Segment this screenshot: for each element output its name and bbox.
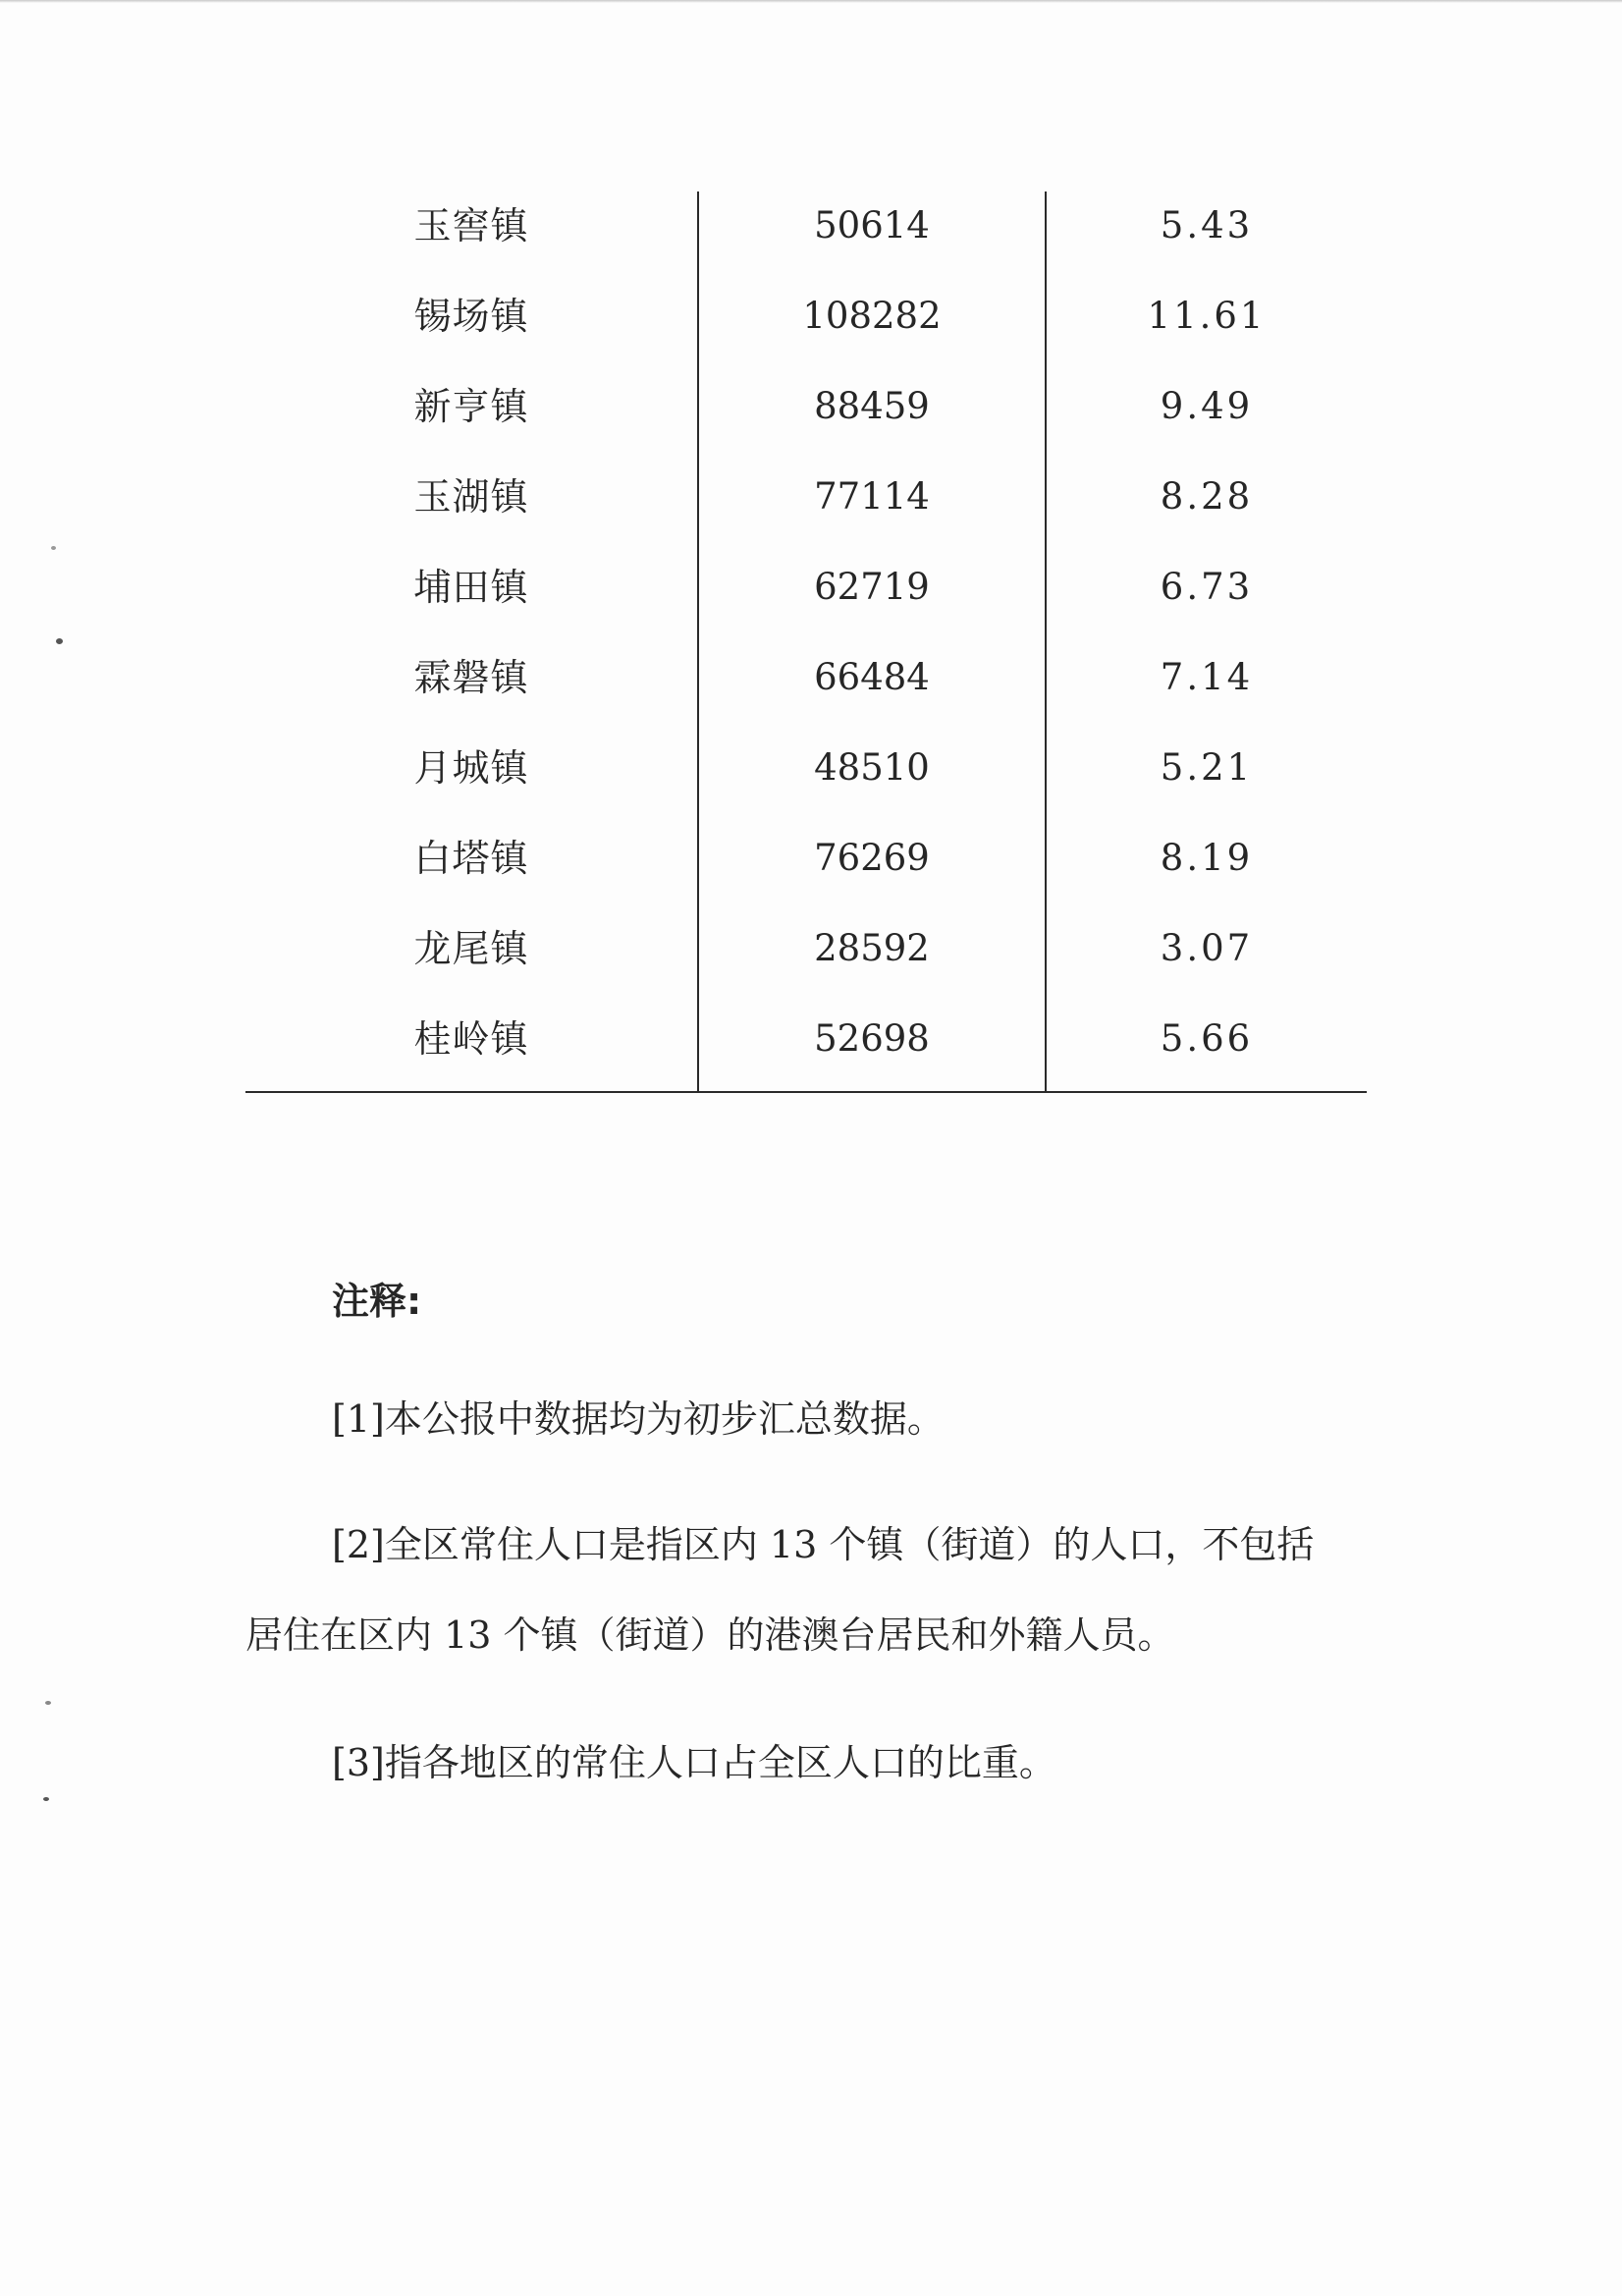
table-row: [245, 824, 1367, 893]
table-bottom-rule: [245, 1091, 1367, 1093]
share-value: 5.43: [1160, 204, 1254, 246]
table-row: [245, 643, 1367, 712]
town-name: 霖磐镇: [413, 656, 529, 699]
town-name: 桂岭镇: [413, 1017, 529, 1061]
scan-speck: [45, 1701, 51, 1705]
table-row: [245, 734, 1367, 802]
population-value: 88459: [814, 385, 930, 427]
table-row: [245, 372, 1367, 441]
population-value: 77114: [814, 475, 930, 518]
table-row: [245, 191, 1367, 260]
town-name: 白塔镇: [413, 837, 529, 880]
scan-edge: [0, 0, 1622, 3]
population-value: 66484: [814, 656, 930, 698]
note-2-line-2: 居住在区内 13 个镇（街道）的港澳台居民和外籍人员。: [245, 1613, 1175, 1657]
share-value: 9.49: [1160, 385, 1254, 427]
town-name: 锡场镇: [413, 295, 529, 338]
share-value: 6.73: [1160, 566, 1254, 608]
town-name: 龙尾镇: [413, 927, 529, 970]
share-value: 5.21: [1160, 746, 1254, 789]
scan-speck: [51, 546, 56, 550]
table-row: [245, 914, 1367, 983]
town-name: 埔田镇: [413, 566, 529, 609]
town-name: 玉窖镇: [413, 204, 529, 247]
town-name: 月城镇: [413, 746, 529, 790]
population-table: [245, 191, 1367, 1093]
share-value: 8.28: [1160, 475, 1254, 518]
note-3: [3]指各地区的常住人口占全区人口的比重。: [332, 1741, 1056, 1784]
share-value: 3.07: [1160, 927, 1254, 969]
share-value: 8.19: [1160, 837, 1254, 879]
population-value: 62719: [814, 566, 930, 608]
table-row: [245, 1005, 1367, 1073]
share-value: 5.66: [1160, 1017, 1254, 1060]
table-row: [245, 282, 1367, 351]
scan-speck: [43, 1797, 49, 1801]
population-value: 48510: [814, 746, 930, 789]
note-1: [1]本公报中数据均为初步汇总数据。: [332, 1397, 945, 1441]
share-value: 11.61: [1147, 295, 1267, 337]
notes-title: 注释:: [332, 1280, 422, 1323]
population-value: 52698: [814, 1017, 930, 1060]
note-2-line-1: [2]全区常住人口是指区内 13 个镇（街道）的人口，不包括: [332, 1523, 1315, 1566]
table-row: [245, 553, 1367, 622]
population-value: 28592: [814, 927, 930, 969]
scan-speck: [56, 638, 63, 644]
population-value: 108282: [802, 295, 942, 337]
population-value: 76269: [814, 837, 930, 879]
population-value: 50614: [814, 204, 930, 246]
town-name: 玉湖镇: [413, 475, 529, 519]
table-row: [245, 463, 1367, 531]
share-value: 7.14: [1160, 656, 1254, 698]
town-name: 新亨镇: [413, 385, 529, 428]
